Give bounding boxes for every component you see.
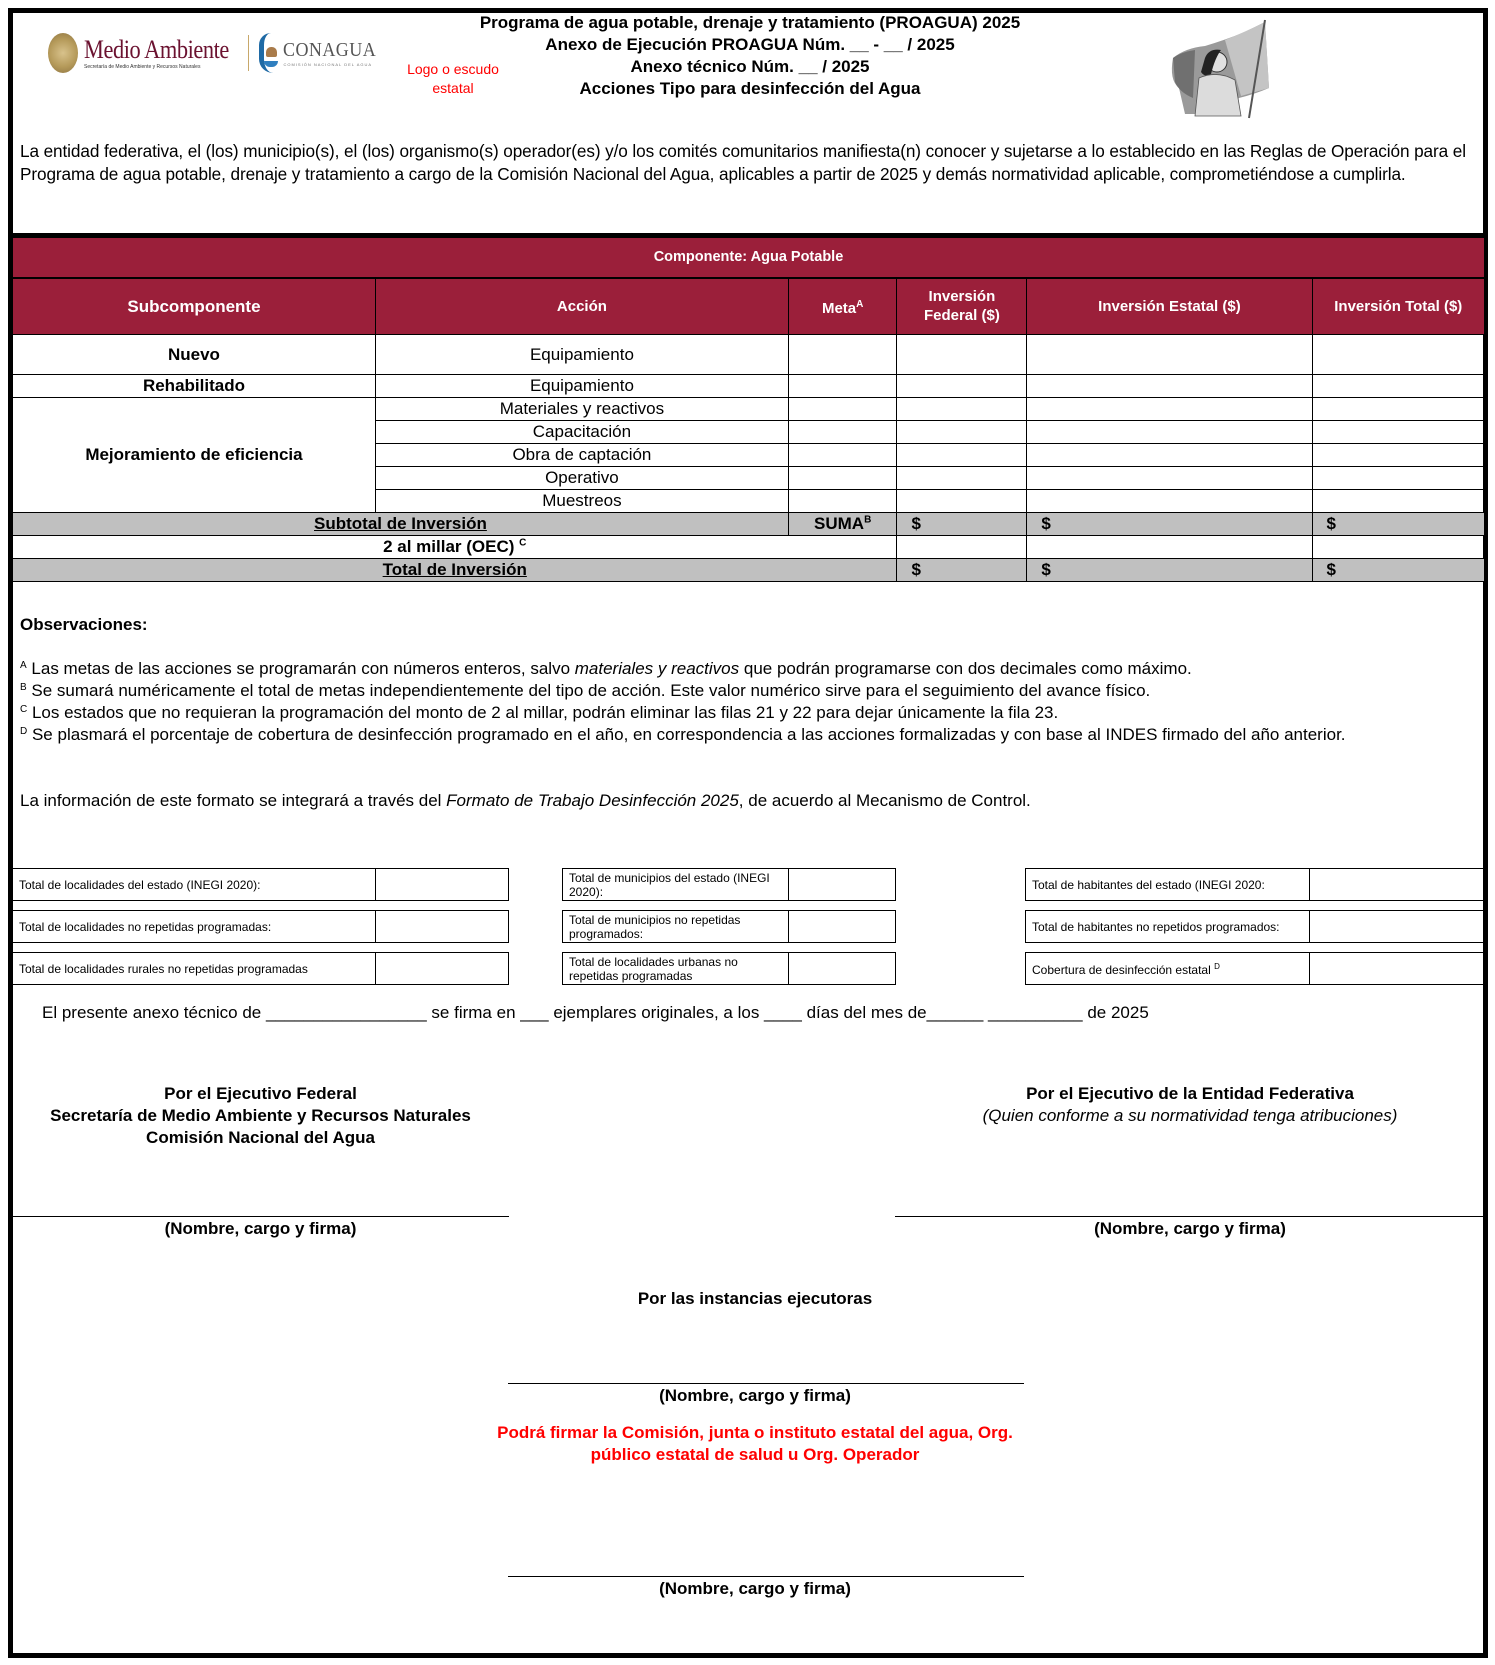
federal-signature-line[interactable] [12,1216,509,1217]
meta-input[interactable] [788,444,897,467]
inversion-estatal-input[interactable] [1027,335,1312,375]
meta-footnote-mark: A [856,298,864,310]
subcomponente-rehabilitado: Rehabilitado [13,375,376,398]
table-row [13,375,1485,398]
intro-paragraph: La entidad federativa, el (los) municipio(s), el (los) organismo(s) operador(es) y/o los comités comunitarios manifiesta(n) conocer y sujetarse a lo establecido en las Reglas de Operación para el Programa de agua potable, drenaje y tratamiento a cargo de la Comisión Nacional del Agua, aplicables a partir de 2025 y demás normatividad aplicable, comprometiéndose a cumplirla. [20,141,1466,184]
document-title [400,12,1100,100]
inversion-estatal-input[interactable] [1027,467,1312,490]
ejecutoras-title: Por las instancias ejecutoras [637,1289,873,1308]
title-line-program: Programa de agua potable, drenaje y tratamiento (PROAGUA) 2025 [479,13,1021,32]
col-header-meta [788,278,897,335]
inversion-total-input[interactable] [1312,490,1484,513]
conagua-logo-icon [259,33,279,73]
summary-label [1026,953,1310,985]
component-title: Componente: Agua Potable [13,238,1485,278]
inversion-federal-input[interactable] [897,335,1027,375]
accion-cell: Materiales y reactivos [375,398,788,421]
summary-value-input[interactable] [789,953,896,985]
total-row [13,559,1485,582]
summary-localidades-2 [12,910,509,943]
note-d [20,724,1480,746]
summary-habitantes-1 [1025,868,1485,901]
summary-habitantes-3 [1025,952,1485,985]
inversion-estatal-input[interactable] [1027,421,1312,444]
title-line-acciones: Acciones Tipo para desinfección del Agua [579,79,921,98]
inversion-federal-input[interactable] [897,375,1027,398]
inversion-federal-input[interactable] [897,444,1027,467]
total-total[interactable]: $ [1312,559,1484,582]
summary-value-input[interactable] [376,911,509,943]
inversion-federal-input[interactable] [897,421,1027,444]
inversion-total-input[interactable] [1312,375,1484,398]
conagua-logo-text: CONAGUA [283,39,377,61]
note-text: Los estados que no requieran la programación del monto de 2 al millar, podrán eliminar las filas 21 y 22 para dejar únicamente la fila 23. [31,703,1059,722]
subtotal-federal[interactable]: $ [897,513,1027,536]
meta-input[interactable] [788,467,897,490]
subtotal-label-text: Subtotal de Inversión [314,514,487,533]
observaciones-title: Observaciones: [20,615,148,634]
federal-sig-line1: Por el Ejecutivo Federal [164,1084,357,1103]
summary-value-input[interactable] [789,911,896,943]
inv-federal-line1: Inversión [928,288,996,306]
note-text: que podrán programarse con dos decimales como máximo. [739,659,1192,678]
col-header-subcomponente: Subcomponente [13,278,376,335]
federal-sig-line2: Secretaría de Medio Ambiente y Recursos Naturales [50,1106,471,1125]
total-estatal[interactable]: $ [1027,559,1312,582]
info-text: , de acuerdo al Mecanismo de Control. [738,791,1031,810]
medio-ambiente-logo-subtitle: Secretaría de Medio Ambiente y Recursos Naturales [84,63,201,70]
summary-habitantes-2 [1025,910,1485,943]
millar-total-input[interactable] [1312,536,1484,559]
observaciones-notes [20,658,1480,746]
summary-localidades-3 [12,952,509,985]
inv-federal-line2: Federal ($) [923,307,1000,325]
summary-label: Total de municipios del estado (INEGI 2020): [563,869,789,901]
millar-footnote-mark: C [519,537,527,549]
millar-label-text: 2 al millar (OEC) [383,537,515,556]
federal-signature-block [12,1083,509,1149]
inversion-total-input[interactable] [1312,398,1484,421]
col-header-inversion-estatal: Inversión Estatal ($) [1027,278,1312,335]
entidad-signature-line[interactable] [895,1216,1485,1217]
summary-value-input[interactable] [376,869,509,901]
summary-value-input[interactable] [789,869,896,901]
ejecutoras-signature-caption-2: (Nombre, cargo y firma) [659,1579,851,1598]
ejecutoras-signature-line-1[interactable] [508,1383,1024,1384]
col-header-inversion-federal [897,278,1027,335]
subcomponente-nuevo: Nuevo [13,335,376,375]
entidad-sig-line1: Por el Ejecutivo de la Entidad Federativa [1026,1084,1354,1103]
title-line-anexo-tecnico: Anexo técnico Núm. __ / 2025 [630,57,870,76]
meta-input[interactable] [788,490,897,513]
inversion-estatal-input[interactable] [1027,375,1312,398]
total-label-text: Total de Inversión [382,560,527,579]
suma-label: SUMA [814,514,865,533]
state-logo-line1: Logo o escudo [407,61,499,77]
note-mark: B [20,682,27,693]
info-italic: Formato de Trabajo Desinfección 2025 [446,791,739,810]
summary-value-input[interactable] [1310,911,1485,943]
inversion-total-input[interactable] [1312,335,1484,375]
meta-input[interactable] [788,398,897,421]
subtotal-row [13,513,1485,536]
table-row [13,335,1485,375]
medio-ambiente-logo-text: Medio Ambiente [84,34,229,64]
ejecutoras-signature-caption-1: (Nombre, cargo y firma) [659,1386,851,1405]
col-header-inversion-total: Inversión Total ($) [1312,278,1484,335]
note-text: Se plasmará el porcentaje de cobertura de desinfección programado en el año, en correspondencia a las acciones formalizadas y con base al INDES firmado del año anterior. [31,725,1346,744]
meta-input[interactable] [788,375,897,398]
entidad-signature-block [895,1083,1485,1127]
ejecutoras-signature-line-2[interactable] [508,1576,1024,1577]
mexico-seal-icon [48,33,78,73]
inversion-total-input[interactable] [1312,467,1484,490]
subtotal-meta [788,513,897,536]
summary-label: Total de localidades del estado (INEGI 2020): [13,869,376,901]
summary-label: Total de habitantes no repetidos programados: [1026,911,1310,943]
summary-value-input[interactable] [1310,869,1485,901]
summary-label: Total de municipios no repetidas programados: [563,911,789,943]
acciones-table [12,237,1485,582]
note-mark: D [20,726,28,737]
info-text: La información de este formato se integrará a través del [20,791,447,810]
summary-value-input[interactable] [1310,953,1485,985]
summary-label: Total de habitantes del estado (INEGI 2020: [1026,869,1310,901]
meta-label: Meta [821,299,857,317]
note-b [20,680,1480,702]
note-mark: A [20,660,27,671]
entidad-signature-caption: (Nombre, cargo y firma) [1094,1219,1286,1238]
patria-flag-icon [1165,18,1277,120]
suma-footnote-mark: B [864,514,872,526]
inversion-federal-input[interactable] [897,467,1027,490]
entidad-sig-line2: (Quien conforme a su normatividad tenga atribuciones) [982,1106,1398,1125]
inversion-estatal-input[interactable] [1027,398,1312,421]
header-logos [48,28,387,78]
accion-cell: Equipamiento [375,375,788,398]
millar-label [13,536,897,559]
total-label [13,559,897,582]
cobertura-label: Cobertura de desinfección estatal [1032,963,1211,977]
summary-label: Total de localidades rurales no repetidas programadas [13,953,376,985]
conagua-logo-subtitle: COMISIÓN NACIONAL DEL AGUA [283,62,373,67]
inversion-total-input[interactable] [1312,421,1484,444]
summary-label: Total de localidades no repetidas programadas: [13,911,376,943]
summary-municipios-2 [562,910,896,943]
subtotal-label [13,513,789,536]
cobertura-footnote-mark: D [1214,962,1220,971]
federal-signature-caption: (Nombre, cargo y firma) [164,1219,357,1238]
ejecutoras-note: Podrá firmar la Comisión, junta o instituto estatal del agua, Org. público estatal de salud u Org. Operador [497,1423,1013,1464]
inversion-estatal-input[interactable] [1027,490,1312,513]
inversion-estatal-input[interactable] [1027,444,1312,467]
subcomponente-mejoramiento: Mejoramiento de eficiencia [13,398,376,513]
note-text: Las metas de las acciones se programarán con números enteros, salvo [31,659,575,678]
state-logo-line2: estatal [432,80,474,96]
inversion-federal-input[interactable] [897,490,1027,513]
accion-cell: Capacitación [375,421,788,444]
format-info-text [20,791,1031,811]
summary-municipios-3 [562,952,896,985]
millar-row [13,536,1485,559]
note-a [20,658,1480,680]
summary-label: Total de localidades urbanas no repetidas programadas [563,953,789,985]
signing-statement: El presente anexo técnico de _________________ se firma en ___ ejemplares originales, a los ____ días del mes de______ __________ de 2025 [42,1003,1149,1022]
note-mark: C [20,704,28,715]
summary-municipios-1 [562,868,896,901]
logo-divider [248,35,249,71]
total-federal[interactable]: $ [897,559,1027,582]
federal-sig-line3: Comisión Nacional del Agua [146,1128,375,1147]
accion-cell: Muestreos [375,490,788,513]
table-row [13,398,1485,421]
inversion-total-input[interactable] [1312,444,1484,467]
title-line-anexo-ejecucion: Anexo de Ejecución PROAGUA Núm. __ - __ / 2025 [545,35,955,54]
subtotal-total[interactable]: $ [1312,513,1484,536]
millar-estatal-input[interactable] [1027,536,1312,559]
accion-cell: Operativo [375,467,788,490]
note-italic: materiales y reactivos [574,659,740,678]
subtotal-estatal[interactable]: $ [1027,513,1312,536]
meta-input[interactable] [788,335,897,375]
accion-cell: Equipamiento [375,335,788,375]
note-text: Se sumará numéricamente el total de metas independientemente del tipo de acción. Este valor numérico sirve para el seguimiento del avance físico. [31,681,1151,700]
inversion-federal-input[interactable] [897,398,1027,421]
col-header-accion: Acción [375,278,788,335]
summary-localidades-1 [12,868,509,901]
millar-federal-input[interactable] [897,536,1027,559]
meta-input[interactable] [788,421,897,444]
accion-cell: Obra de captación [375,444,788,467]
note-c [20,702,1480,724]
summary-value-input[interactable] [376,953,509,985]
